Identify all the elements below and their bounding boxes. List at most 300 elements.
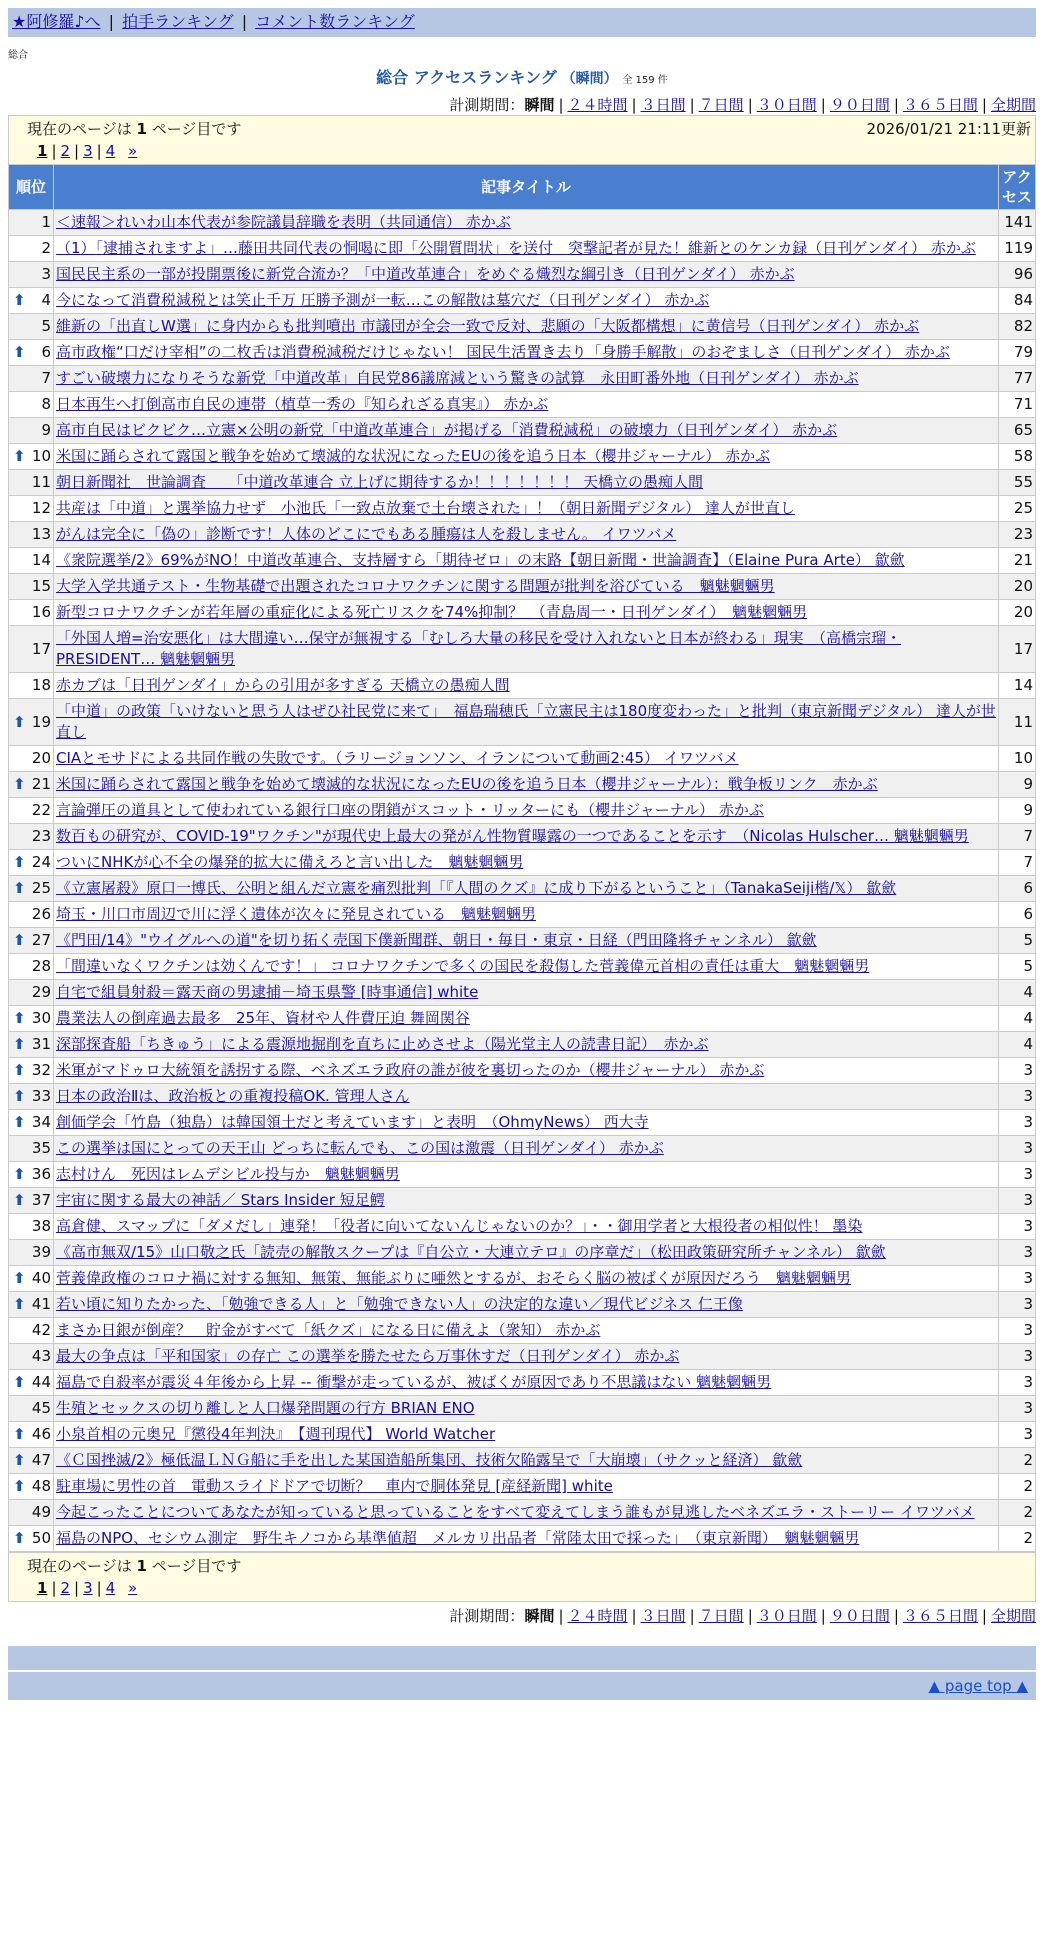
separator: |	[689, 96, 695, 114]
access-count: 5	[999, 954, 1036, 980]
rank-cell	[9, 262, 54, 288]
title-cell	[54, 1448, 999, 1474]
title-cell	[54, 850, 999, 876]
article-link[interactable]: 今起こったことについてあなたが知っていると思っていることをすべて変えてしまう誰もが見逃したベネズエラ・ストーリー イワツバメ	[56, 1503, 975, 1521]
access-count: 3	[999, 1370, 1036, 1396]
title-cell	[54, 340, 999, 366]
title-cell	[54, 1526, 999, 1552]
article-link[interactable]: 生殖とセックスの切り離しと人口爆発問題の行方 BRIAN ENO	[56, 1399, 475, 1417]
rank-number: 36	[31, 1165, 51, 1183]
table-row	[9, 1188, 1036, 1214]
table-row	[9, 470, 1036, 496]
title-cell	[54, 1084, 999, 1110]
title-cell	[54, 288, 999, 314]
article-link[interactable]: 国民民主系の一部が投開票後に新党合流か？「中道改革連合」をめぐる熾烈な綱引き（日刊ゲンダイ） 赤かぶ	[56, 265, 795, 283]
separator: |	[51, 1579, 57, 1597]
next-page-link[interactable]: »	[128, 1579, 138, 1597]
page-subtitle: （瞬間）	[561, 71, 618, 87]
title-cell	[54, 496, 999, 522]
rank-cell	[9, 1396, 54, 1422]
table-row	[9, 418, 1036, 444]
article-link[interactable]: 《門田/14》"ウイグルへの道"を切り拓く売国下僕新聞群、朝日・毎日・東京・日経（門田隆将チャンネル） 歙歛	[56, 931, 817, 949]
table-row	[9, 1084, 1036, 1110]
access-count: 3	[999, 1188, 1036, 1214]
rank-cell	[9, 1240, 54, 1266]
period-active: 瞬間	[524, 1607, 555, 1625]
rank-number: 44	[31, 1373, 51, 1391]
article-link[interactable]: まさか日銀が倒産？ 貯金がすべて「紙クズ」になる日に備えよ（衆知） 赤かぶ	[56, 1321, 601, 1339]
article-link[interactable]: 志村けん 死因はレムデシビル投与か 魑魅魍魎男	[56, 1165, 400, 1183]
article-link[interactable]: 菅義偉政権のコロナ禍に対する無知、無策、無能ぶりに唖然とするが、おそらく脳の被ばくが原因だろう 魑魅魍魎男	[56, 1269, 852, 1287]
rank-number: 2	[41, 239, 51, 257]
rank-up-arrow-icon: ⬆	[13, 853, 26, 871]
separator: |	[820, 96, 826, 114]
rank-cell	[9, 1110, 54, 1136]
access-count: 119	[999, 236, 1036, 262]
rank-cell	[9, 1266, 54, 1292]
article-link[interactable]: 数百もの研究が、COVID-19"ワクチン"が現代史上最大の発がん性物質曝露の一つであることを示す （Nicolas Hulscher… 魑魅魍魎男	[56, 827, 969, 845]
article-link[interactable]: 米軍がマドゥロ大統領を誘拐する際、ベネズエラ政府の誰が彼を裏切ったのか（櫻井ジャーナル） 赤かぶ	[56, 1061, 765, 1079]
article-link[interactable]: ＜速報＞れいわ山本代表が参院議員辞職を表明（共同通信） 赤かぶ	[56, 213, 511, 231]
rank-cell	[9, 1006, 54, 1032]
period-link[interactable]: ９０日間	[829, 96, 890, 114]
title-cell	[54, 548, 999, 574]
rank-up-arrow-icon: ⬆	[13, 1373, 26, 1391]
rank-up-arrow-icon: ⬆	[13, 1113, 26, 1131]
table-row	[9, 1344, 1036, 1370]
rank-cell	[9, 876, 54, 902]
title-cell	[54, 366, 999, 392]
title-cell	[54, 1214, 999, 1240]
access-count: 2	[999, 1474, 1036, 1500]
rank-number: 38	[31, 1217, 51, 1235]
spacer	[115, 142, 128, 160]
title-cell	[54, 470, 999, 496]
article-link[interactable]: 福島で自殺率が震災４年後から上昇 -- 衝撃が走っているが、被ばくが原因であり不思議はない 魑魅魍魎男	[56, 1373, 772, 1391]
rank-cell	[9, 444, 54, 470]
access-count: 14	[999, 673, 1036, 699]
table-row	[9, 699, 1036, 746]
period-label: 計測期間：	[449, 1607, 525, 1625]
title-cell	[54, 772, 999, 798]
access-count: 4	[999, 1006, 1036, 1032]
separator: |	[74, 142, 80, 160]
rank-cell	[9, 1214, 54, 1240]
table-row	[9, 1136, 1036, 1162]
article-link[interactable]: 《立憲屠殺》原口一博氏、公明と組んだ立憲を痛烈批判「『人間のクズ』に成り下がるということ」（TanakaSeiji楷/𝕏） 歙歛	[56, 879, 897, 897]
article-link[interactable]: 今になって消費税減税とは笑止千万 圧勝予測が一転…この解散は墓穴だ（日刊ゲンダイ） 赤かぶ	[56, 291, 710, 309]
col-rank-header: 順位	[9, 165, 54, 210]
title-cell	[54, 1032, 999, 1058]
article-link[interactable]: 駐車場に男性の首 電動スライドドアで切断？ 車内で胴体発見 [産経新聞] white	[56, 1477, 613, 1495]
title-cell	[54, 980, 999, 1006]
pager-bottom	[8, 1552, 1036, 1602]
table-row	[9, 954, 1036, 980]
page-title: 総合 アクセスランキング	[376, 68, 557, 87]
title-cell	[54, 1188, 999, 1214]
rank-number: 21	[31, 775, 51, 793]
title-cell	[54, 954, 999, 980]
title-cell	[54, 673, 999, 699]
table-row	[9, 548, 1036, 574]
access-count: 3	[999, 1344, 1036, 1370]
rank-number: 30	[31, 1009, 51, 1027]
title-cell	[54, 824, 999, 850]
table-row	[9, 1422, 1036, 1448]
period-link[interactable]: ３日間	[640, 96, 686, 114]
access-count: 3	[999, 1396, 1036, 1422]
rank-cell	[9, 772, 54, 798]
article-link[interactable]: 大学入学共通テスト・生物基礎で出題されたコロナワクチンに関する問題が批判を浴びている 魑魅魍魎男	[56, 577, 775, 595]
rank-number: 11	[31, 473, 51, 491]
rank-up-arrow-icon: ⬆	[13, 1087, 26, 1105]
title-cell	[54, 1058, 999, 1084]
table-row	[9, 522, 1036, 548]
title-cell	[54, 236, 999, 262]
rank-number: 8	[41, 395, 51, 413]
table-row	[9, 1448, 1036, 1474]
rank-number: 5	[41, 317, 51, 335]
separator: |	[558, 96, 564, 114]
page-heading	[8, 68, 1036, 91]
rank-cell	[9, 1448, 54, 1474]
rank-number: 27	[31, 931, 51, 949]
rank-cell	[9, 980, 54, 1006]
period-link[interactable]: ３０日間	[756, 96, 817, 114]
period-link[interactable]: ３６５日間	[902, 96, 978, 114]
access-count: 3	[999, 1422, 1036, 1448]
section-label: 総合	[8, 50, 28, 61]
access-count: 77	[999, 366, 1036, 392]
rank-cell	[9, 470, 54, 496]
article-link[interactable]: 自宅で組員射殺＝露天商の男逮捕－埼玉県警 [時事通信] white	[56, 983, 479, 1001]
table-row	[9, 850, 1036, 876]
title-cell	[54, 1240, 999, 1266]
article-link[interactable]: 深部探査船「ちきゅう」による震源地掘削を直ちに止めさせよ（陽光堂主人の読書日記） 赤かぶ	[56, 1035, 709, 1053]
article-link[interactable]: 言論弾圧の道具として使われている銀行口座の閉鎖がスコット・リッターにも（櫻井ジャーナル） 赤かぶ	[56, 801, 764, 819]
rank-cell	[9, 314, 54, 340]
rank-cell	[9, 340, 54, 366]
rank-cell	[9, 1058, 54, 1084]
article-link[interactable]: 日本の政治Ⅱは、政治板との重複投稿OK. 管理人さん	[56, 1087, 410, 1105]
table-row	[9, 1396, 1036, 1422]
title-cell	[54, 1266, 999, 1292]
page-top-link[interactable]: ▲ page top ▲	[928, 1677, 1028, 1695]
table-row	[9, 626, 1036, 673]
access-count: 3	[999, 1162, 1036, 1188]
rank-cell	[9, 626, 54, 673]
article-link[interactable]: 高市自民はビクビク…立憲×公明の新党「中道改革連合」が掲げる「消費税減税」の破壊力（日刊ゲンダイ） 赤かぶ	[56, 421, 838, 439]
rank-number: 13	[31, 525, 51, 543]
title-cell	[54, 1162, 999, 1188]
title-cell	[54, 1006, 999, 1032]
page-link[interactable]: 4	[105, 1579, 116, 1597]
ranking-table	[8, 164, 1036, 1552]
access-count: 3	[999, 1110, 1036, 1136]
access-count: 2	[999, 1448, 1036, 1474]
table-row	[9, 1110, 1036, 1136]
separator: |	[893, 1607, 899, 1625]
access-count: 84	[999, 288, 1036, 314]
rank-up-arrow-icon: ⬆	[13, 1165, 26, 1183]
rank-number: 49	[31, 1503, 51, 1521]
access-count: 141	[999, 210, 1036, 236]
period-link[interactable]: ３０日間	[756, 1607, 817, 1625]
article-link[interactable]: 《高市無双/15》山口敬之氏「読売の解散スクープは『自公立・大連立テロ』の序章だ」（松田政策研究所チャンネル） 歙歛	[56, 1243, 886, 1261]
rank-up-arrow-icon: ⬆	[13, 1425, 26, 1443]
table-row	[9, 876, 1036, 902]
rank-cell	[9, 288, 54, 314]
period-link[interactable]: ２４時間	[567, 1607, 628, 1625]
title-cell	[54, 600, 999, 626]
title-cell	[54, 1318, 999, 1344]
table-row	[9, 902, 1036, 928]
access-count: 58	[999, 444, 1036, 470]
rank-number: 4	[41, 291, 51, 309]
article-link[interactable]: 米国に踊らされて露国と戦争を始めて壊滅的な状況になったEUの後を追う日本（櫻井ジャーナル）：戦争板リンク 赤かぶ	[56, 775, 878, 793]
page-link[interactable]: 2	[60, 1579, 71, 1597]
access-count: 23	[999, 522, 1036, 548]
page-link-current: 1	[37, 142, 48, 160]
access-count: 25	[999, 496, 1036, 522]
rank-cell	[9, 210, 54, 236]
table-row	[9, 392, 1036, 418]
rank-cell	[9, 798, 54, 824]
table-row	[9, 340, 1036, 366]
article-link[interactable]: 米国に踊らされて露国と戦争を始めて壊滅的な状況になったEUの後を追う日本（櫻井ジャーナル） 赤かぶ	[56, 447, 771, 465]
separator: |	[893, 96, 899, 114]
article-link[interactable]: 「間違いなくワクチンは効くんです！」 コロナワクチンで多くの国民を殺傷した菅義偉元首相の責任は重大 魑魅魍魎男	[56, 957, 870, 975]
access-count: 11	[999, 699, 1036, 746]
rank-number: 39	[31, 1243, 51, 1261]
article-link[interactable]: 「中道」の政策「いけないと思う人はぜひ社民党に来て」 福島瑞穂氏「立憲民主は180度変わった」と批判（東京新聞デジタル） 達人が世直し	[56, 702, 996, 741]
page-top-bar	[8, 1672, 1036, 1700]
top-nav-bar	[8, 8, 1036, 37]
rank-number: 9	[41, 421, 51, 439]
current-page-text: 現在のページは 1 ページ目です	[27, 1557, 242, 1575]
access-count: 7	[999, 850, 1036, 876]
period-link[interactable]: ２４時間	[567, 96, 628, 114]
rank-cell	[9, 824, 54, 850]
article-link[interactable]: 最大の争点は「平和国家」の存亡 この選挙を勝たせたら万事休すだ（日刊ゲンダイ） 赤かぶ	[56, 1347, 680, 1365]
article-link[interactable]: 赤カブは「日刊ゲンダイ」からの引用が多すぎる 天橋立の愚痴人間	[56, 676, 510, 694]
table-row	[9, 772, 1036, 798]
period-link[interactable]: ７日間	[698, 96, 744, 114]
separator: |	[820, 1607, 826, 1625]
article-link[interactable]: がんは完全に「偽の」診断です！人体のどこにでもある腫瘍は人を殺しません。 イワツバメ	[56, 525, 677, 543]
table-row	[9, 1370, 1036, 1396]
table-row	[9, 673, 1036, 699]
rank-number: 33	[31, 1087, 51, 1105]
access-count: 3	[999, 1292, 1036, 1318]
article-link[interactable]: 農業法人の倒産過去最多 25年、資材や人件費圧迫 舞岡関谷	[56, 1009, 470, 1027]
article-link[interactable]: 小泉首相の元奥兄『懲役4年判決』 【週刊現代】 World Watcher	[56, 1425, 496, 1443]
article-link[interactable]: 日本再生へ打倒高市自民の連帯（植草一秀の『知られざる真実』） 赤かぶ	[56, 395, 549, 413]
article-link[interactable]: 宇宙に関する最大の神話／ Stars Insider 短足鰐	[56, 1191, 385, 1209]
article-link[interactable]: 高市政権“口だけ宰相”の二枚舌は消費税減税だけじゃない！ 国民生活置き去り「身勝手解散」のおぞましさ（日刊ゲンダイ） 赤かぶ	[56, 343, 950, 361]
rank-up-arrow-icon: ⬆	[13, 291, 26, 309]
rank-number: 17	[31, 639, 51, 658]
home-link[interactable]: ★阿修羅♪へ	[12, 12, 101, 31]
rank-cell	[9, 1500, 54, 1526]
title-cell	[54, 1136, 999, 1162]
article-link[interactable]: 《衆院選挙/2》69%がNO！中道改革連合、支持層すら「期待ゼロ」の末路【朝日新聞・世論調査】（Elaine Pura Arte） 歙歛	[56, 551, 905, 569]
access-count: 79	[999, 340, 1036, 366]
page-link[interactable]: 3	[83, 1579, 93, 1597]
access-count: 3	[999, 1136, 1036, 1162]
title-cell	[54, 314, 999, 340]
article-link[interactable]: 高倉健、スマップに「ダメだし」連発！「役者に向いてないんじゃないのか？」・・御用学者と大根役者の相似性！ 墨染	[56, 1217, 863, 1235]
article-link[interactable]: CIAとモサドによる共同作戦の失敗です。（ラリージョンソン、イランについて動画2:45） イワツバメ	[56, 749, 739, 767]
rank-number: 18	[31, 676, 51, 694]
article-link[interactable]: 若い頃に知りたかった、「勉強できる人」と「勉強できない人」の決定的な違い／現代ビジネス 仁王像	[56, 1295, 743, 1313]
article-link[interactable]: ついにNHKが心不全の爆発的拡大に備えろと言い出した 魑魅魍魎男	[56, 853, 524, 871]
article-link[interactable]: 「外国人増=治安悪化」は大間違い…保守が無視する「むしろ大量の移民を受け入れないと日本が終わる」現実 （高橋宗瑠・PRESIDENT… 魑魅魍魎男	[56, 629, 902, 668]
rank-number: 12	[31, 499, 51, 517]
spacer	[115, 1579, 128, 1597]
access-count: 3	[999, 1240, 1036, 1266]
rank-cell	[9, 673, 54, 699]
rank-cell	[9, 928, 54, 954]
comment-ranking-link[interactable]: コメント数ランキング	[255, 12, 415, 31]
access-count: 3	[999, 1084, 1036, 1110]
total-count: 全 159 件	[622, 75, 668, 86]
table-row	[9, 1058, 1036, 1084]
access-count: 3	[999, 1266, 1036, 1292]
rank-number: 40	[31, 1269, 51, 1287]
rank-number: 34	[31, 1113, 51, 1131]
rank-cell	[9, 522, 54, 548]
period-link[interactable]: ３日間	[640, 1607, 686, 1625]
rank-cell	[9, 954, 54, 980]
separator: |	[51, 142, 57, 160]
article-link[interactable]: 朝日新聞社 世論調査 「中道改革連合 立上げに期待するか！！！！！！！ 天橋立の愚痴人間	[56, 473, 704, 491]
rank-cell	[9, 1292, 54, 1318]
rank-number: 20	[31, 749, 51, 767]
current-page-text: 現在のページは 1 ページ目です	[27, 120, 242, 138]
table-row	[9, 600, 1036, 626]
page-link[interactable]: 4	[105, 142, 116, 160]
rank-cell	[9, 236, 54, 262]
title-cell	[54, 626, 999, 673]
title-cell	[54, 418, 999, 444]
access-count: 3	[999, 1214, 1036, 1240]
title-cell	[54, 1344, 999, 1370]
access-count: 5	[999, 928, 1036, 954]
article-link[interactable]: 《Ｃ国挫滅/2》極低温ＬＮＧ船に手を出した某国造船所集団、技術欠陥露呈で「大崩壊」（サクッと経済） 歙歛	[56, 1451, 803, 1469]
access-count: 2	[999, 1526, 1036, 1552]
rank-cell	[9, 1526, 54, 1552]
next-page-link[interactable]: »	[128, 142, 138, 160]
table-row	[9, 1500, 1036, 1526]
page-link[interactable]: 2	[60, 142, 71, 160]
article-link[interactable]: この選挙は国にとっての天王山 どっちに転んでも、この国は激震（日刊ゲンダイ） 赤かぶ	[56, 1139, 664, 1157]
access-count: 65	[999, 418, 1036, 444]
table-row	[9, 1240, 1036, 1266]
article-link[interactable]: （1）「逮捕されますよ」…藤田共同代表の恫喝に即「公開質問状」を送付 突撃記者が見た！維新とのケンカ録（日刊ゲンダイ） 赤かぶ	[56, 239, 976, 257]
article-link[interactable]: 新型コロナワクチンが若年層の重症化による死亡リスクを74%抑制？ （青島周一・日刊ゲンダイ） 魑魅魍魎男	[56, 603, 808, 621]
page-link-current: 1	[37, 1579, 48, 1597]
table-row	[9, 496, 1036, 522]
access-count: 21	[999, 548, 1036, 574]
rank-cell	[9, 902, 54, 928]
table-row	[9, 574, 1036, 600]
access-count: 10	[999, 746, 1036, 772]
article-link[interactable]: 維新の「出直しW選」に身内からも批判噴出 市議団が全会一致で反対、悲願の「大阪都構想」に黄信号（日刊ゲンダイ） 赤かぶ	[56, 317, 920, 335]
separator: |	[96, 142, 102, 160]
rank-up-arrow-icon: ⬆	[13, 447, 26, 465]
separator: |	[631, 1607, 637, 1625]
rank-cell	[9, 850, 54, 876]
article-link[interactable]: 共産は「中道」と選挙協力せず 小池氏「一致点放棄で土台壊された」！（朝日新聞デジタル） 達人が世直し	[56, 499, 795, 517]
title-cell	[54, 798, 999, 824]
rank-up-arrow-icon: ⬆	[13, 1061, 26, 1079]
title-cell	[54, 1370, 999, 1396]
rank-number: 32	[31, 1061, 51, 1079]
rank-up-arrow-icon: ⬆	[13, 879, 26, 897]
access-count: 55	[999, 470, 1036, 496]
rank-number: 14	[31, 551, 51, 569]
access-count: 3	[999, 1058, 1036, 1084]
article-link[interactable]: 福島のNPO、セシウム測定 野生キノコから基準値超 メルカリ出品者「常陸太田で採った」 （東京新聞） 魑魅魍魎男	[56, 1529, 860, 1547]
rank-number: 37	[31, 1191, 51, 1209]
title-cell	[54, 876, 999, 902]
table-row	[9, 1214, 1036, 1240]
rank-number: 26	[31, 905, 51, 923]
rank-cell	[9, 392, 54, 418]
period-link[interactable]: ９０日間	[829, 1607, 890, 1625]
access-count: 2	[999, 1500, 1036, 1526]
rank-up-arrow-icon: ⬆	[13, 1191, 26, 1209]
period-link[interactable]: 全期間	[990, 1607, 1036, 1625]
rank-number: 35	[31, 1139, 51, 1157]
rank-number: 25	[31, 879, 51, 897]
period-label: 計測期間：	[449, 96, 525, 114]
table-row	[9, 1032, 1036, 1058]
rank-up-arrow-icon: ⬆	[13, 1477, 26, 1495]
title-cell	[54, 1500, 999, 1526]
title-cell	[54, 574, 999, 600]
title-cell	[54, 1474, 999, 1500]
table-row	[9, 1526, 1036, 1552]
rank-cell	[9, 1084, 54, 1110]
rank-number: 31	[31, 1035, 51, 1053]
article-link[interactable]: すごい破壊力になりそうな新党「中道改革」自民党86議席減という驚きの試算 永田町番外地（日刊ゲンダイ） 赤かぶ	[56, 369, 859, 387]
separator: |	[747, 1607, 753, 1625]
table-row	[9, 210, 1036, 236]
period-link[interactable]: ３６５日間	[902, 1607, 978, 1625]
separator: |	[74, 1579, 80, 1597]
page-links	[27, 140, 1031, 162]
rank-cell	[9, 1344, 54, 1370]
rank-number: 43	[31, 1347, 51, 1365]
rank-number: 29	[31, 983, 51, 1001]
article-link[interactable]: 埼玉・川口市周辺で川に浮く遺体が次々に発見されている 魑魅魍魎男	[56, 905, 537, 923]
period-link[interactable]: ７日間	[698, 1607, 744, 1625]
access-count: 4	[999, 980, 1036, 1006]
article-link[interactable]: 創価学会「竹島（独島）は韓国領土だと考えています」と表明 （OhmyNews） 西大寺	[56, 1113, 649, 1131]
period-link[interactable]: 全期間	[990, 96, 1036, 114]
applause-ranking-link[interactable]: 拍手ランキング	[122, 12, 234, 31]
table-row	[9, 288, 1036, 314]
rank-number: 10	[31, 447, 51, 465]
rank-cell	[9, 1162, 54, 1188]
separator: |	[108, 12, 115, 31]
rank-cell	[9, 600, 54, 626]
separator: |	[241, 12, 248, 31]
rank-number: 19	[31, 712, 51, 731]
page-link[interactable]: 3	[83, 142, 93, 160]
